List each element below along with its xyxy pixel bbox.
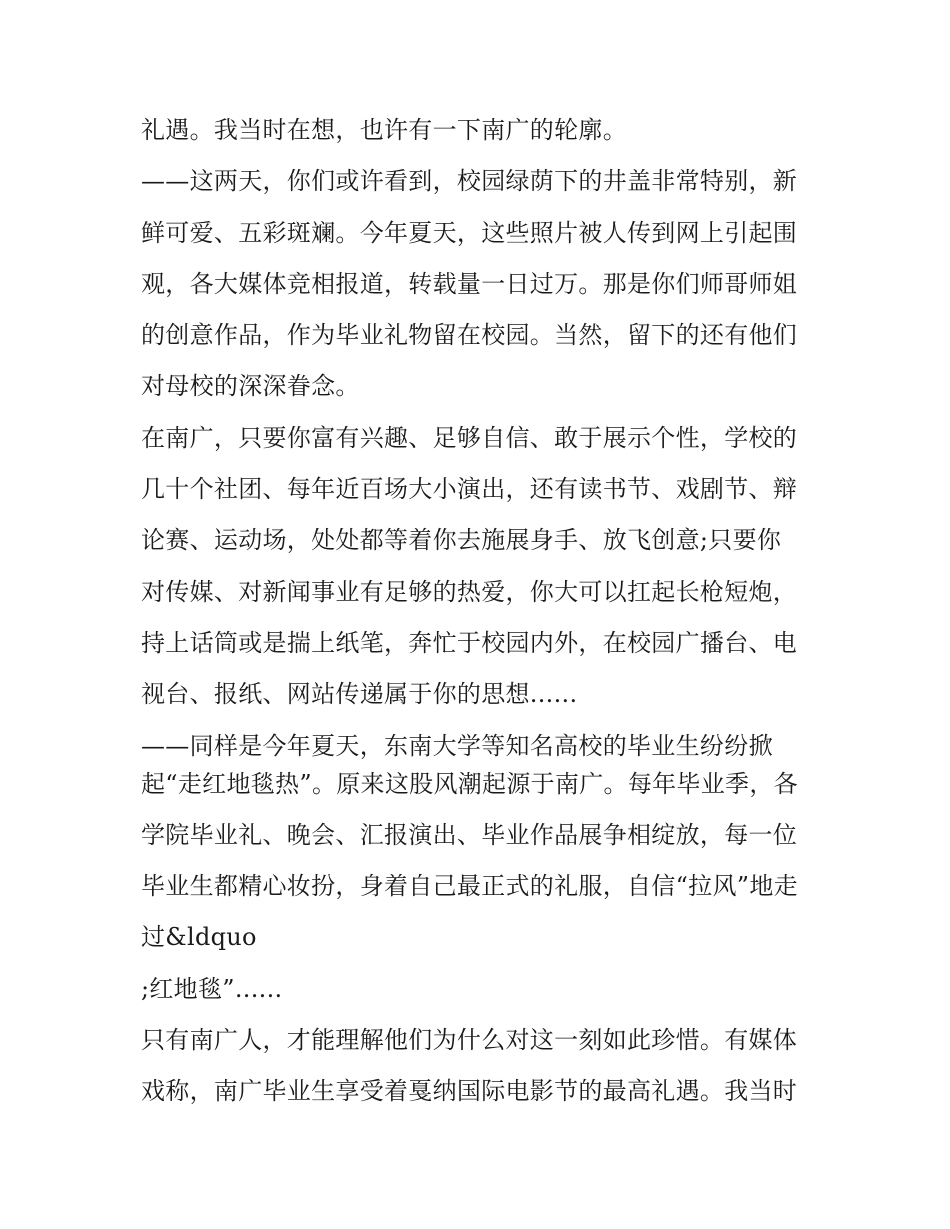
text-line: 观，各大媒体竞相报道，转载量一日过万。那是你们师哥师姐 xyxy=(141,269,798,298)
text-line: ——同样是今年夏天，东南大学等知名高校的毕业生纷纷掀 xyxy=(141,731,773,760)
text-line: 几十个社团、每年近百场大小演出，还有读书节、戏剧节、辩 xyxy=(141,475,798,504)
text-line: 论赛、运动场，处处都等着你去施展身手、放飞创意;只要你 xyxy=(141,526,782,555)
text-line: ——这两天，你们或许看到，校园绿荫下的井盖非常特别，新 xyxy=(141,167,798,196)
text-line: ;红地毯”...... xyxy=(141,974,283,1003)
text-line: 起“走红地毯热”。原来这股风潮起源于南广。每年毕业季，各 xyxy=(141,769,798,798)
text-line: 戏称，南广毕业生享受着戛纳国际电影节的最高礼遇。我当时 xyxy=(141,1077,798,1106)
text-line: 学院毕业礼、晚会、汇报演出、毕业作品展争相绽放，每一位 xyxy=(141,820,798,849)
text-line: 持上话筒或是揣上纸笔，奔忙于校园内外，在校园广播台、电 xyxy=(141,628,798,657)
text-line: 只有南广人，才能理解他们为什么对这一刻如此珍惜。有媒体 xyxy=(141,1026,798,1055)
text-line: 过&ldquo xyxy=(141,923,257,952)
text-line: 鲜可爱、五彩斑斓。今年夏天，这些照片被人传到网上引起围 xyxy=(141,218,798,247)
text-line: 礼遇。我当时在想，也许有一下南广的轮廓。 xyxy=(141,116,627,144)
text-line: 的创意作品，作为毕业礼物留在校园。当然，留下的还有他们 xyxy=(141,321,798,350)
body-text xyxy=(141,108,841,1121)
text-line: 在南广，只要你富有兴趣、足够自信、敢于展示个性，学校的 xyxy=(141,423,798,452)
text-line: 对传媒、对新闻事业有足够的热爱，你大可以扛起长枪短炮， xyxy=(141,577,798,606)
text-line: 对母校的深深眷念。 xyxy=(141,372,360,401)
text-line: 视台、报纸、网站传递属于你的思想...... xyxy=(141,680,578,709)
text-line: 毕业生都精心妆扮，身着自己最正式的礼服，自信“拉风”地走 xyxy=(141,872,798,901)
